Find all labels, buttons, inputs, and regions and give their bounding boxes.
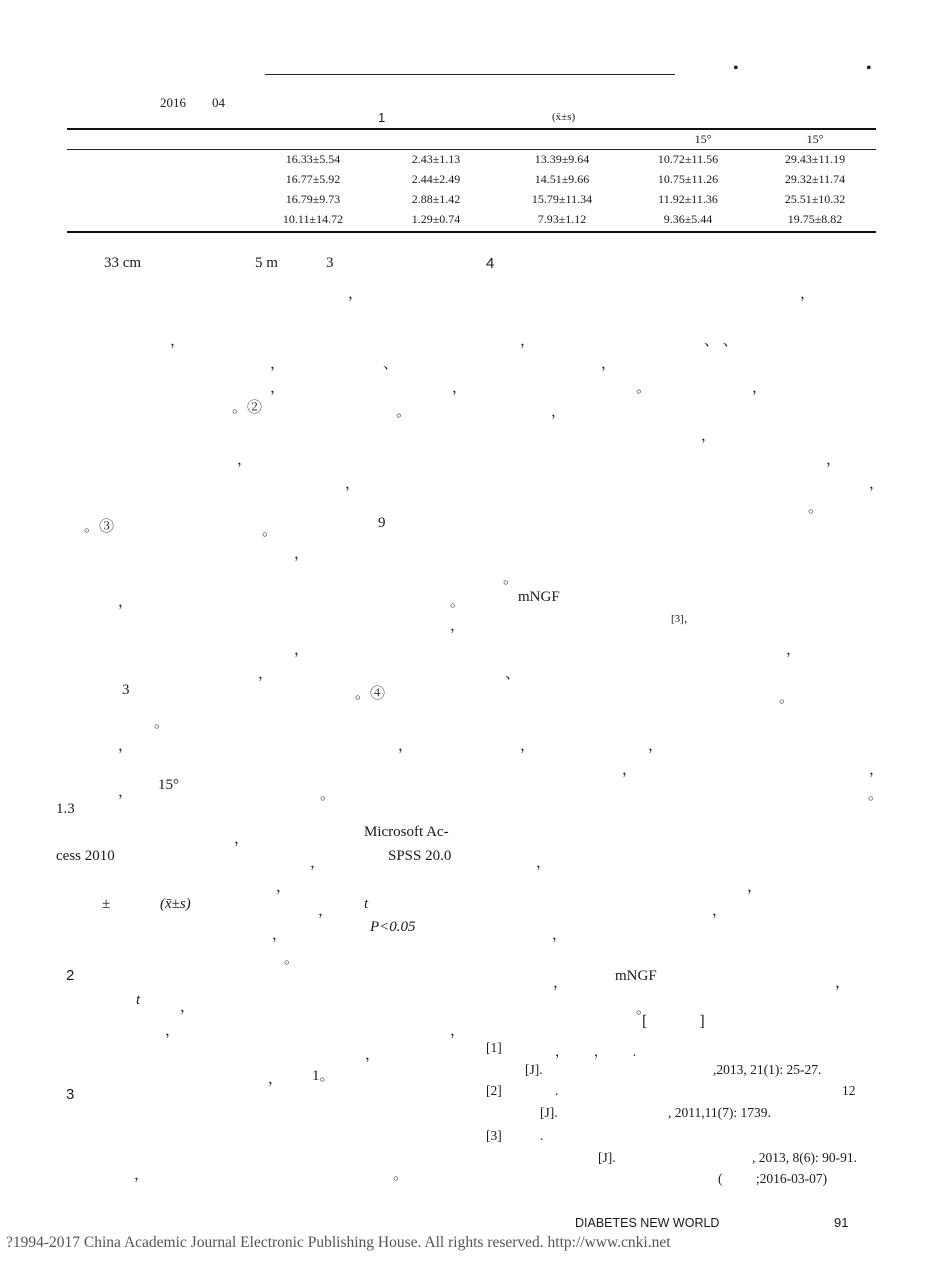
text-fragment: ，	[752, 380, 768, 396]
table-mean-sd: (x̄±s)	[552, 111, 576, 123]
text-fragment: 。	[808, 500, 824, 516]
text-fragment: 4	[486, 255, 495, 272]
reference-line: .	[540, 1128, 544, 1143]
reference-line: ,2013, 21(1): 25-27.	[713, 1062, 822, 1077]
text-fragment: ，	[234, 831, 250, 847]
page-number: 91	[834, 1215, 849, 1230]
section-1-3: 1.3	[56, 801, 75, 817]
text-fragment: 。	[636, 1001, 652, 1017]
text-fragment: ，	[869, 762, 885, 778]
table-cell: 29.43±11.19	[784, 152, 846, 166]
text-fragment: ，	[118, 738, 134, 754]
text-fragment: ，	[786, 642, 802, 658]
text-fragment: mNGF	[615, 968, 657, 984]
copyright-line: ?1994-2017 China Academic Journal Electronic Publishing House. All rights reserved. http://www.cnki.net	[6, 1234, 671, 1251]
text-fragment: SPSS 20.0	[388, 848, 452, 864]
table-cell: 13.39±9.64	[534, 152, 590, 166]
table-cell: 16.33±5.54	[285, 152, 341, 166]
text-fragment: ，	[276, 879, 292, 895]
text-fragment: ，	[826, 452, 842, 468]
text-fragment: ，	[601, 356, 617, 372]
reference-line: [J].	[598, 1150, 616, 1165]
text-fragment: ，	[622, 762, 638, 778]
text-fragment: 。	[284, 951, 300, 967]
reference-number: [2]	[486, 1083, 502, 1098]
text-fragment: t	[136, 992, 141, 1008]
reference-number: [3]	[486, 1128, 502, 1143]
text-fragment: ，	[118, 594, 134, 610]
text-fragment: mNGF	[518, 589, 560, 605]
header-rule	[265, 74, 675, 75]
reference-line: [J].	[540, 1105, 558, 1120]
text-fragment: 3	[326, 255, 334, 271]
text-fragment: ，	[268, 1071, 284, 1087]
text-fragment: ，	[450, 618, 466, 634]
text-fragment: 15°	[158, 777, 179, 793]
text-fragment: ，	[835, 975, 851, 991]
table-col-header-5: 15°	[806, 132, 824, 146]
text-fragment: 、 、	[704, 333, 738, 349]
text-fragment: ，	[800, 286, 816, 302]
table-cell: 10.75±11.26	[657, 172, 719, 186]
text-fragment: 、	[505, 666, 521, 682]
text-fragment: 。	[636, 380, 652, 396]
text-fragment: t	[364, 896, 369, 912]
text-fragment: ，	[318, 903, 334, 919]
text-fragment: ，	[180, 999, 196, 1015]
text-fragment: 。	[396, 404, 412, 420]
text-fragment: 。②	[232, 400, 263, 416]
header-dot-2: •	[866, 60, 872, 77]
text-fragment: Microsoft Ac-	[364, 824, 449, 840]
header-issue: 04	[212, 95, 225, 110]
table-cell: 15.79±11.34	[531, 192, 593, 206]
text-fragment: 。	[450, 594, 466, 610]
journal-name: DIABETES NEW WORLD	[575, 1216, 720, 1230]
reference-number: [1]	[486, 1040, 502, 1055]
text-fragment: ，	[520, 738, 536, 754]
text-fragment: ，	[398, 738, 414, 754]
reference-line: , 2013, 8(6): 90-91.	[752, 1150, 857, 1165]
text-fragment: 。③	[84, 519, 115, 535]
table-cell: 16.77±5.92	[285, 172, 341, 186]
text-fragment: 。	[262, 523, 278, 539]
text-fragment: 。	[868, 787, 884, 803]
table-cell: 2.44±2.49	[411, 172, 461, 186]
text-fragment: ，	[520, 333, 536, 349]
text-fragment: ，	[165, 1023, 181, 1039]
table-cell: 29.32±11.74	[784, 172, 846, 186]
table-cell: 25.51±10.32	[784, 192, 846, 206]
table-cell: 7.93±1.12	[537, 212, 587, 226]
reference-line: 12	[842, 1083, 856, 1098]
header-year: 2016	[160, 95, 186, 110]
reference-line: ， ， .	[555, 1044, 637, 1059]
table-cell: 10.72±11.56	[657, 152, 719, 166]
table-cell: 19.75±8.82	[787, 212, 843, 226]
references-heading: [ ]	[642, 1013, 705, 1030]
text-fragment: ，	[294, 642, 310, 658]
text-fragment: ，	[170, 333, 186, 349]
text-fragment: ，	[553, 975, 569, 991]
text-fragment: ，	[551, 404, 567, 420]
text-fragment: ，	[348, 286, 364, 302]
text-fragment: (x̄±s)	[160, 896, 191, 912]
text-fragment: ，	[310, 855, 326, 871]
text-fragment: ，	[450, 1023, 466, 1039]
reference-line: , 2011,11(7): 1739.	[668, 1105, 771, 1120]
text-fragment: 。	[393, 1167, 409, 1183]
text-fragment: ，	[118, 784, 134, 800]
text-fragment: 。	[154, 715, 170, 731]
section-2: 2	[66, 967, 75, 984]
text-fragment: ，	[294, 546, 310, 562]
text-fragment: 。④	[355, 686, 386, 702]
table-cell: 2.88±1.42	[411, 192, 461, 206]
text-fragment: ，	[258, 666, 274, 682]
text-fragment: ，	[552, 927, 568, 943]
table-cell: 16.79±9.73	[285, 192, 341, 206]
table-cell: 10.11±14.72	[282, 212, 344, 226]
text-fragment: 。	[503, 571, 519, 587]
table-top-rule	[67, 128, 876, 130]
table-header-rule	[67, 149, 876, 150]
text-fragment: ，	[272, 927, 288, 943]
table-cell: 1.29±0.74	[411, 212, 461, 226]
table-cell: 9.36±5.44	[663, 212, 713, 226]
text-fragment: cess 2010	[56, 848, 115, 864]
text-fragment: ，	[270, 380, 286, 396]
text-fragment: 3	[122, 682, 130, 698]
received-date: ( ;2016-03-07)	[718, 1171, 828, 1186]
text-fragment: P<0.05	[370, 919, 416, 935]
table-number: 1	[378, 110, 386, 125]
section-3: 3	[66, 1086, 75, 1103]
text-fragment: 9	[378, 515, 386, 531]
reference-line: .	[555, 1083, 559, 1098]
text-fragment: ，	[237, 452, 253, 468]
text-fragment: 33 cm	[104, 255, 142, 271]
text-fragment: ，	[869, 476, 885, 492]
table-cell: 11.92±11.36	[658, 192, 718, 206]
text-fragment: ，	[134, 1167, 150, 1183]
text-fragment: 。	[320, 787, 336, 803]
text-fragment: ，	[345, 476, 361, 492]
citation-3: [3]，	[671, 613, 695, 625]
text-fragment: 、	[383, 356, 399, 372]
table-cell: 2.43±1.13	[411, 152, 461, 166]
text-fragment: 。	[779, 690, 795, 706]
text-fragment: ，	[365, 1047, 381, 1063]
header-dot-1: •	[733, 60, 739, 77]
text-fragment: ，	[747, 879, 763, 895]
text-fragment: ，	[536, 855, 552, 871]
text-fragment: ，	[712, 903, 728, 919]
text-fragment: ，	[270, 356, 286, 372]
text-fragment: ，	[452, 380, 468, 396]
table-col-header-4: 15°	[694, 132, 712, 146]
table-bottom-rule	[67, 231, 876, 233]
text-fragment: 5 m	[255, 255, 278, 271]
text-fragment: ，	[701, 428, 717, 444]
text-fragment: ，	[648, 738, 664, 754]
text-fragment: 1。	[312, 1068, 335, 1084]
reference-line: [J].	[525, 1062, 543, 1077]
text-fragment: ±	[102, 896, 111, 912]
table-cell: 14.51±9.66	[534, 172, 590, 186]
